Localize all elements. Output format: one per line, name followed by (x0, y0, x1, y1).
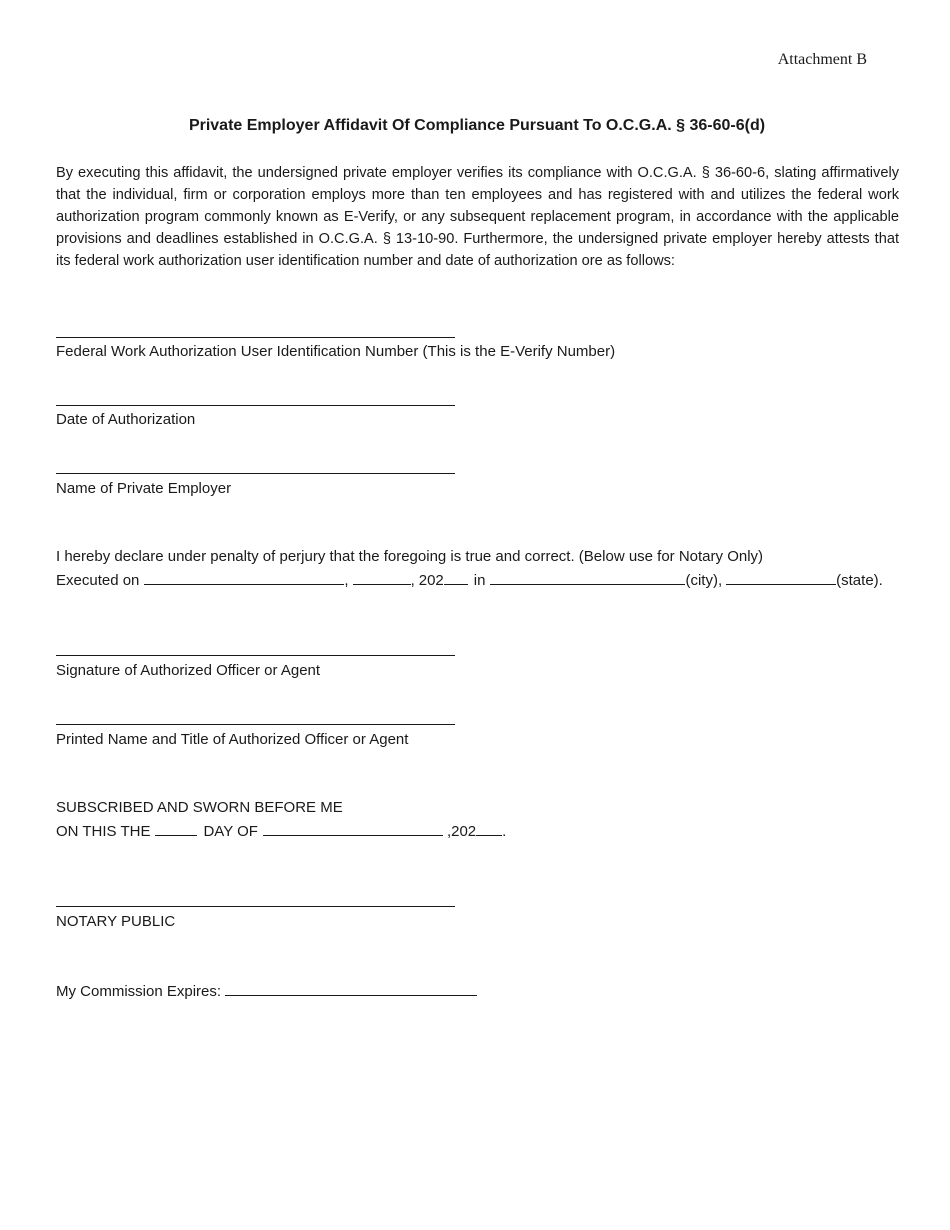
notary-month-blank[interactable] (263, 821, 443, 836)
attachment-label: Attachment B (777, 51, 867, 68)
document-title: Private Employer Affidavit Of Compliance Pursuant To O.C.G.A. § 36-60-6(d) (188, 117, 766, 134)
executed-city-label: (city), (685, 572, 723, 589)
executed-line (56, 570, 899, 590)
executed-in: in (473, 572, 486, 589)
notary-public-label: NOTARY PUBLIC (56, 913, 176, 930)
executed-year-prefix: 202 (418, 572, 444, 589)
executed-state-label: (state). (836, 572, 883, 589)
user-id-line[interactable] (56, 337, 455, 338)
signature-label: Signature of Authorized Officer or Agent (56, 662, 321, 679)
notary-public-line[interactable] (56, 906, 455, 907)
employer-name-label: Name of Private Employer (56, 480, 232, 497)
date-of-authorization-label: Date of Authorization (56, 411, 196, 428)
on-this-day-line (56, 821, 506, 841)
notary-year-prefix: ,202 (446, 823, 477, 840)
printed-name-label: Printed Name and Title of Authorized Officer or Agent (56, 731, 409, 748)
notary-period: . (502, 823, 507, 840)
notary-year-blank[interactable] (476, 821, 502, 836)
declaration-text: I hereby declare under penalty of perjury that the foregoing is true and correct. (Below use for Notary Only) (56, 548, 764, 565)
date-of-authorization-line[interactable] (56, 405, 455, 406)
day-of-text: DAY OF (203, 823, 258, 840)
user-id-label: Federal Work Authorization User Identification Number (This is the E-Verify Number) (56, 343, 616, 360)
on-this-text: ON THIS THE (56, 823, 151, 840)
executed-prefix: Executed on (56, 572, 140, 589)
executed-city-blank[interactable] (490, 570, 685, 585)
executed-year-blank[interactable] (444, 570, 468, 585)
commission-expires-line (56, 981, 477, 1001)
executed-date-blank[interactable] (144, 570, 344, 585)
subscribed-sworn-text: SUBSCRIBED AND SWORN BEFORE ME (56, 799, 343, 816)
executed-day-blank[interactable] (353, 570, 411, 585)
notary-day-blank[interactable] (155, 821, 197, 836)
intro-paragraph: By executing this affidavit, the undersigned private employer verifies its compliance with O.C.G.A. § 36-60-6, slating affirmatively that the individual, firm or corporation employs more than ten employees and has registered with and utilizes the federal work authorization program commonly known as E-Verify, or any subsequent replacement program, in accordance with the applicable provisions and deadlines established in O.C.G.A. § 13-10-90. Furthermore, the undersigned private employer hereby attests that its federal work authorization user identification number and date of authorization ore as follows: (56, 165, 899, 269)
executed-comma: , (344, 572, 349, 589)
commission-expires-blank[interactable] (225, 981, 477, 996)
executed-state-blank[interactable] (726, 570, 836, 585)
commission-expires-label: My Commission Expires: (56, 983, 222, 1000)
executed-comma-2: , (410, 572, 415, 589)
employer-name-line[interactable] (56, 473, 455, 474)
signature-line[interactable] (56, 655, 455, 656)
printed-name-line[interactable] (56, 724, 455, 725)
